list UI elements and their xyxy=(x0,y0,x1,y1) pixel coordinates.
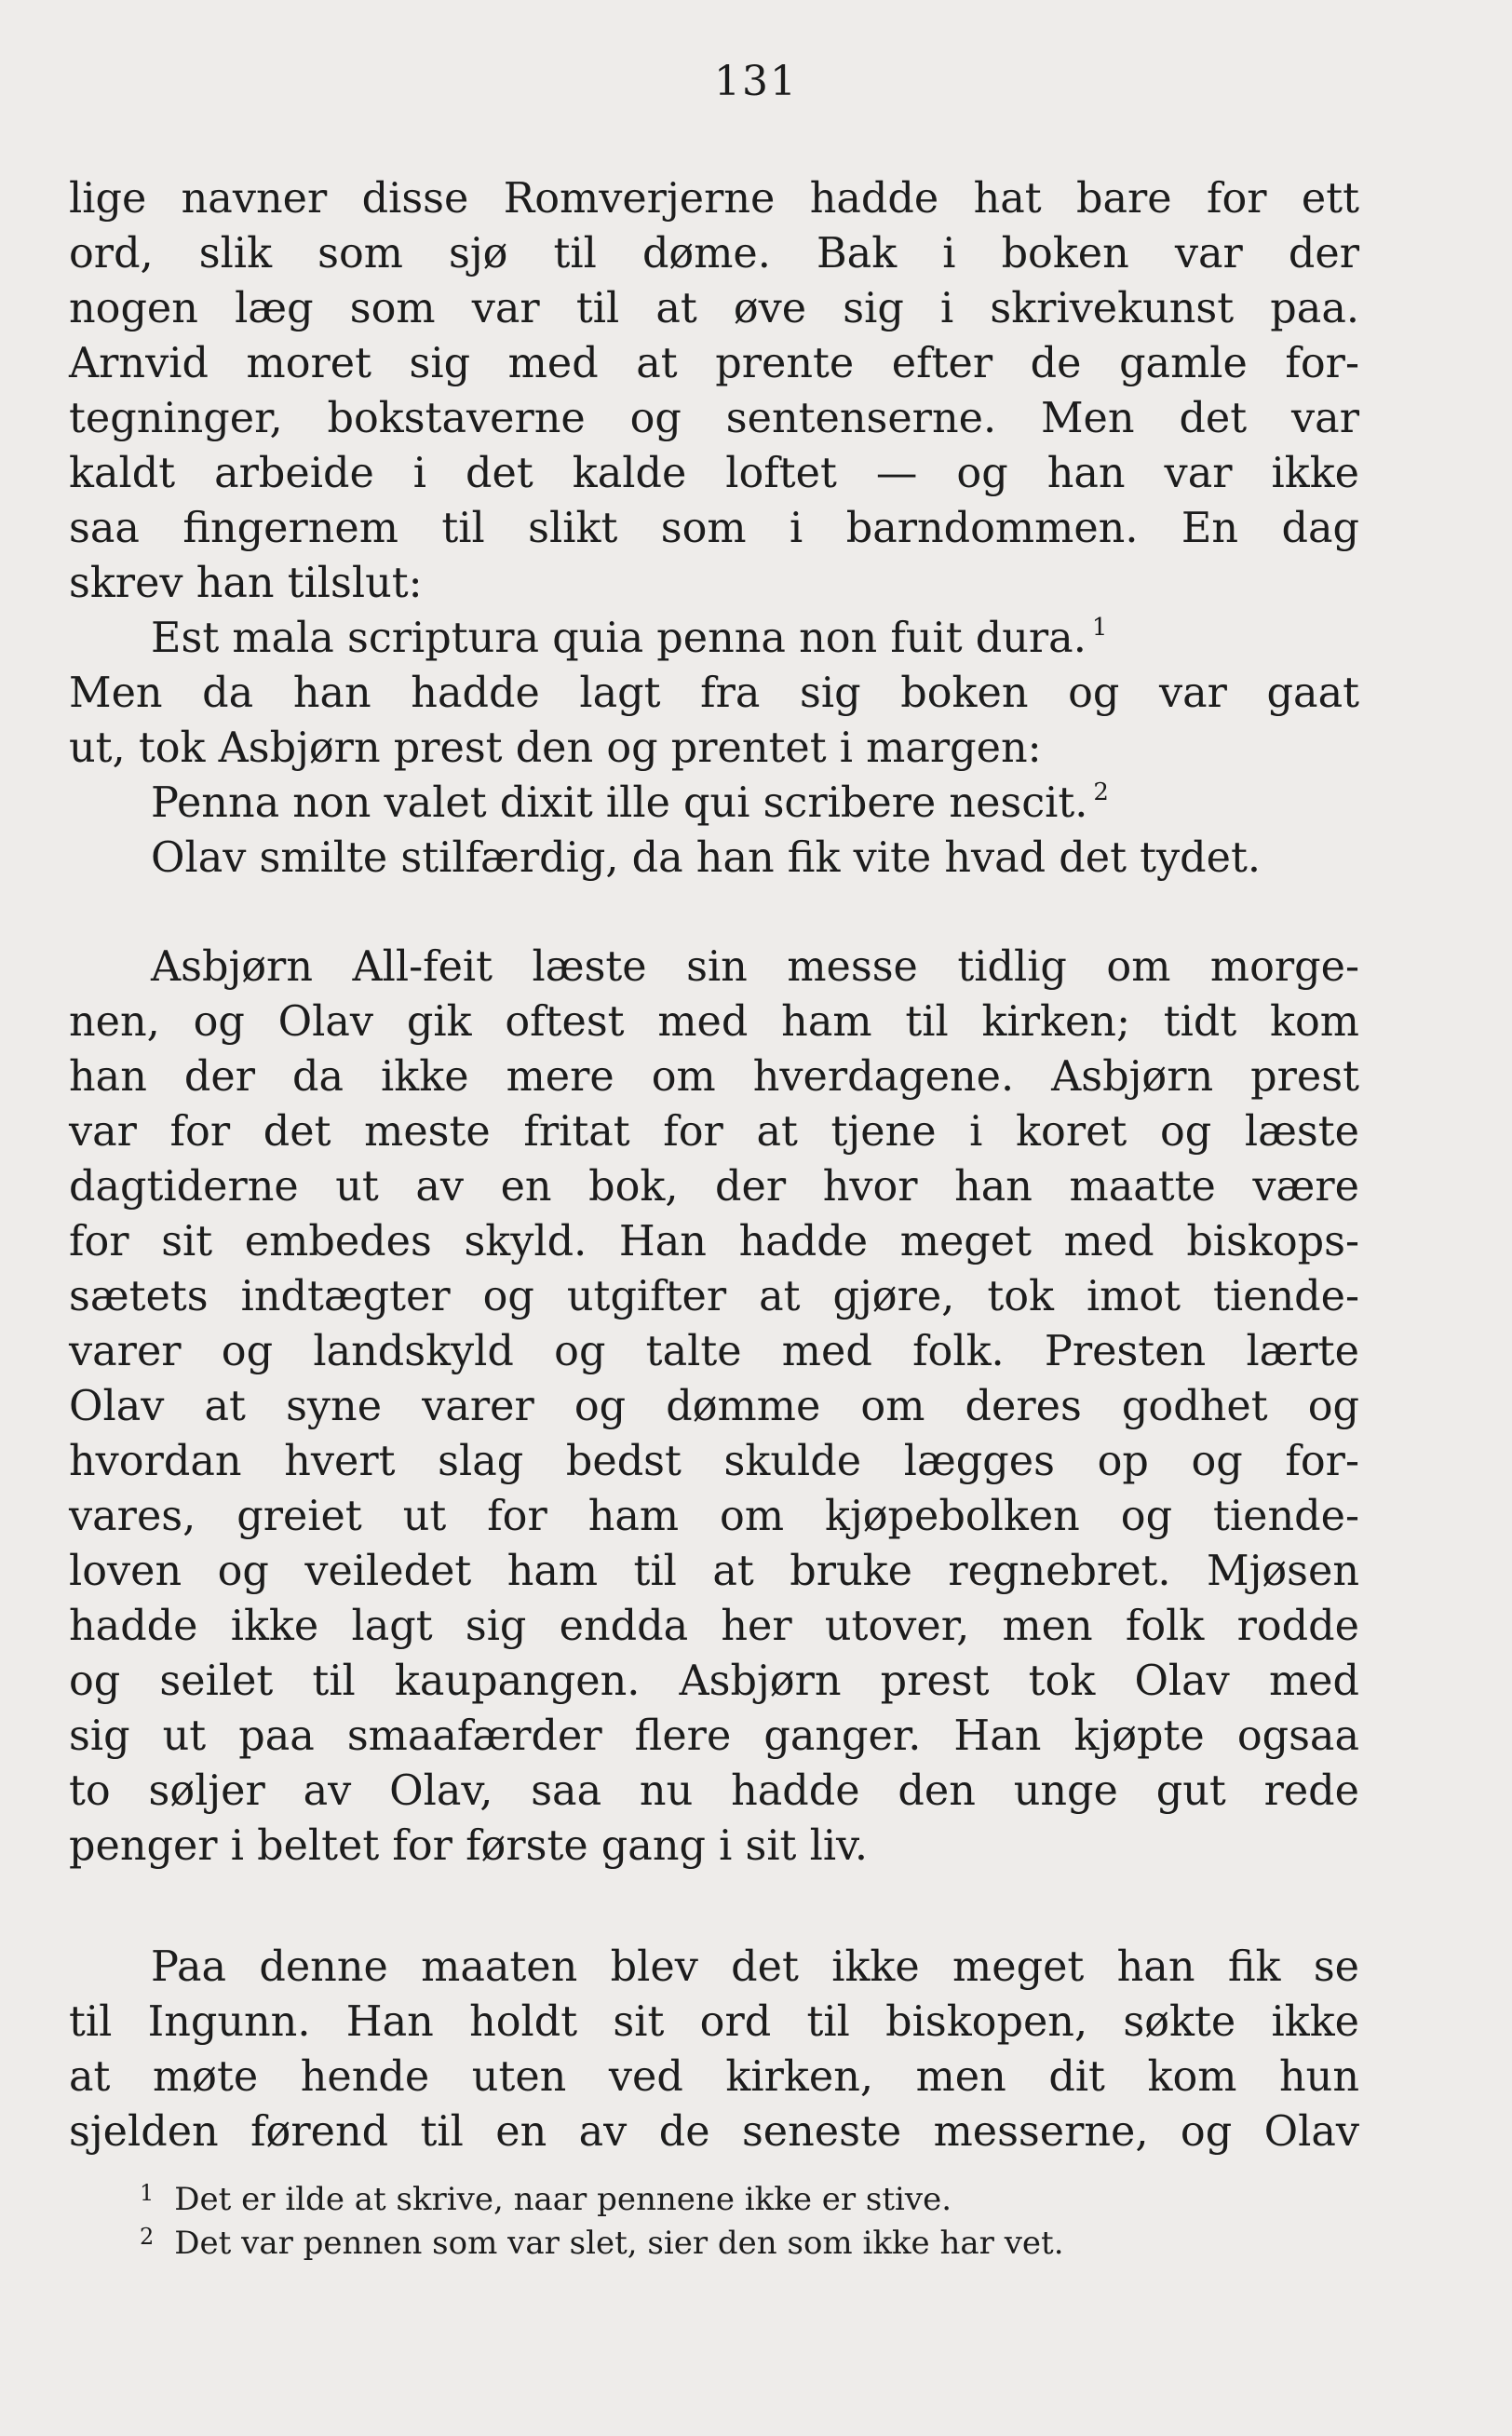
text-line: ord, slik som sjø til døme. Bak i boken var der xyxy=(69,230,1359,277)
text-line: skrev han tilslut: xyxy=(69,560,423,607)
footnote-reference-2: 2 xyxy=(1093,778,1109,806)
text-line: sjelden førend til en av de seneste messerne, og Olav xyxy=(69,2108,1359,2156)
text-line: saa fingernem til slikt som i barndommen. En dag xyxy=(69,505,1359,552)
footnotes xyxy=(140,2178,1350,2266)
text-line: to søljer av Olav, saa nu hadde den unge gut rede xyxy=(69,1767,1359,1815)
latin-verse-line: Est mala scriptura quia penna non fuit dura. $^1$ xyxy=(151,614,1108,662)
text-line: kaldt arbeide i det kalde loftet — og han var ikke xyxy=(69,450,1359,497)
text-line: loven og veiledet ham til at bruke regnebret. Mjøsen xyxy=(69,1548,1359,1595)
text-line: Olav smilte stilfærdig, da han fik vite hvad det tydet. xyxy=(151,834,1262,882)
footnote-2 xyxy=(140,2222,1350,2266)
text-line: han der da ikke mere om hverdagene. Asbjørn prest xyxy=(69,1053,1359,1101)
footnote-text: Det er ilde at skrive, naar pennene ikke er stive. xyxy=(174,2181,952,2218)
text-line: dagtiderne ut av en bok, der hvor han maatte være xyxy=(69,1163,1359,1211)
text-line: sig ut paa smaafærder flere ganger. Han kjøpte ogsaa xyxy=(69,1712,1359,1760)
text-line: ut, tok Asbjørn prest den og prentet i margen: xyxy=(69,724,1042,772)
footnote-reference-1: 1 xyxy=(1091,614,1108,642)
page-number: 131 xyxy=(714,58,798,105)
text-line: til Ingunn. Han holdt sit ord til biskopen, søkte ikke xyxy=(69,1998,1359,2046)
text-line: var for det meste fritat for at tjene i koret og læste xyxy=(69,1108,1359,1156)
text-line: Paa denne maaten blev det ikke meget han fik se xyxy=(151,1943,1359,1991)
footnote-text: Det var pennen som var slet, sier den som ikke har vet. xyxy=(174,2225,1064,2262)
text-line: varer og landskyld og talte med folk. Presten lærte xyxy=(69,1328,1359,1375)
text-line: Asbjørn All-feit læste sin messe tidlig om morge- xyxy=(151,943,1359,991)
footnote-1 xyxy=(140,2178,1350,2222)
text-line: for sit embedes skyld. Han hadde meget med biskops- xyxy=(69,1218,1359,1265)
paragraph-1 xyxy=(69,171,1359,886)
paragraph-3 xyxy=(69,1940,1359,2159)
text-line: nogen læg som var til at øve sig i skrivekunst paa. xyxy=(69,285,1359,332)
text-line: penger i beltet for første gang i sit liv. xyxy=(69,1822,869,1870)
text-line: lige navner disse Romverjerne hadde hat bare for ett xyxy=(69,175,1359,223)
text-line: hadde ikke lagt sig endda her utover, men folk rodde xyxy=(69,1603,1359,1650)
text-line: Men da han hadde lagt fra sig boken og var gaat xyxy=(69,670,1359,717)
text-line: og seilet til kaupangen. Asbjørn prest tok Olav med xyxy=(69,1658,1359,1705)
footnote-number: 2 xyxy=(140,2224,155,2250)
text-line: Arnvid moret sig med at prente efter de gamle for- xyxy=(69,340,1359,387)
text-line: at møte hende uten ved kirken, men dit kom hun xyxy=(69,2053,1359,2101)
text-line: vares, greiet ut for ham om kjøpebolken og tiende- xyxy=(69,1493,1359,1540)
footnote-number: 1 xyxy=(140,2180,155,2206)
text-line: Olav at syne varer og dømme om deres godhet og xyxy=(69,1383,1359,1430)
text-line: nen, og Olav gik oftest med ham til kirken; tidt kom xyxy=(69,998,1359,1046)
paragraph-2 xyxy=(69,940,1359,1874)
latin-verse-line: Penna non valet dixit ille qui scribere nescit. $^2$ xyxy=(151,778,1109,827)
text-line: sætets indtægter og utgifter at gjøre, tok imot tiende- xyxy=(69,1273,1359,1320)
text-line: hvordan hvert slag bedst skulde lægges op og for- xyxy=(69,1438,1359,1485)
text-line: tegninger, bokstaverne og sentenserne. Men det var xyxy=(69,395,1359,442)
